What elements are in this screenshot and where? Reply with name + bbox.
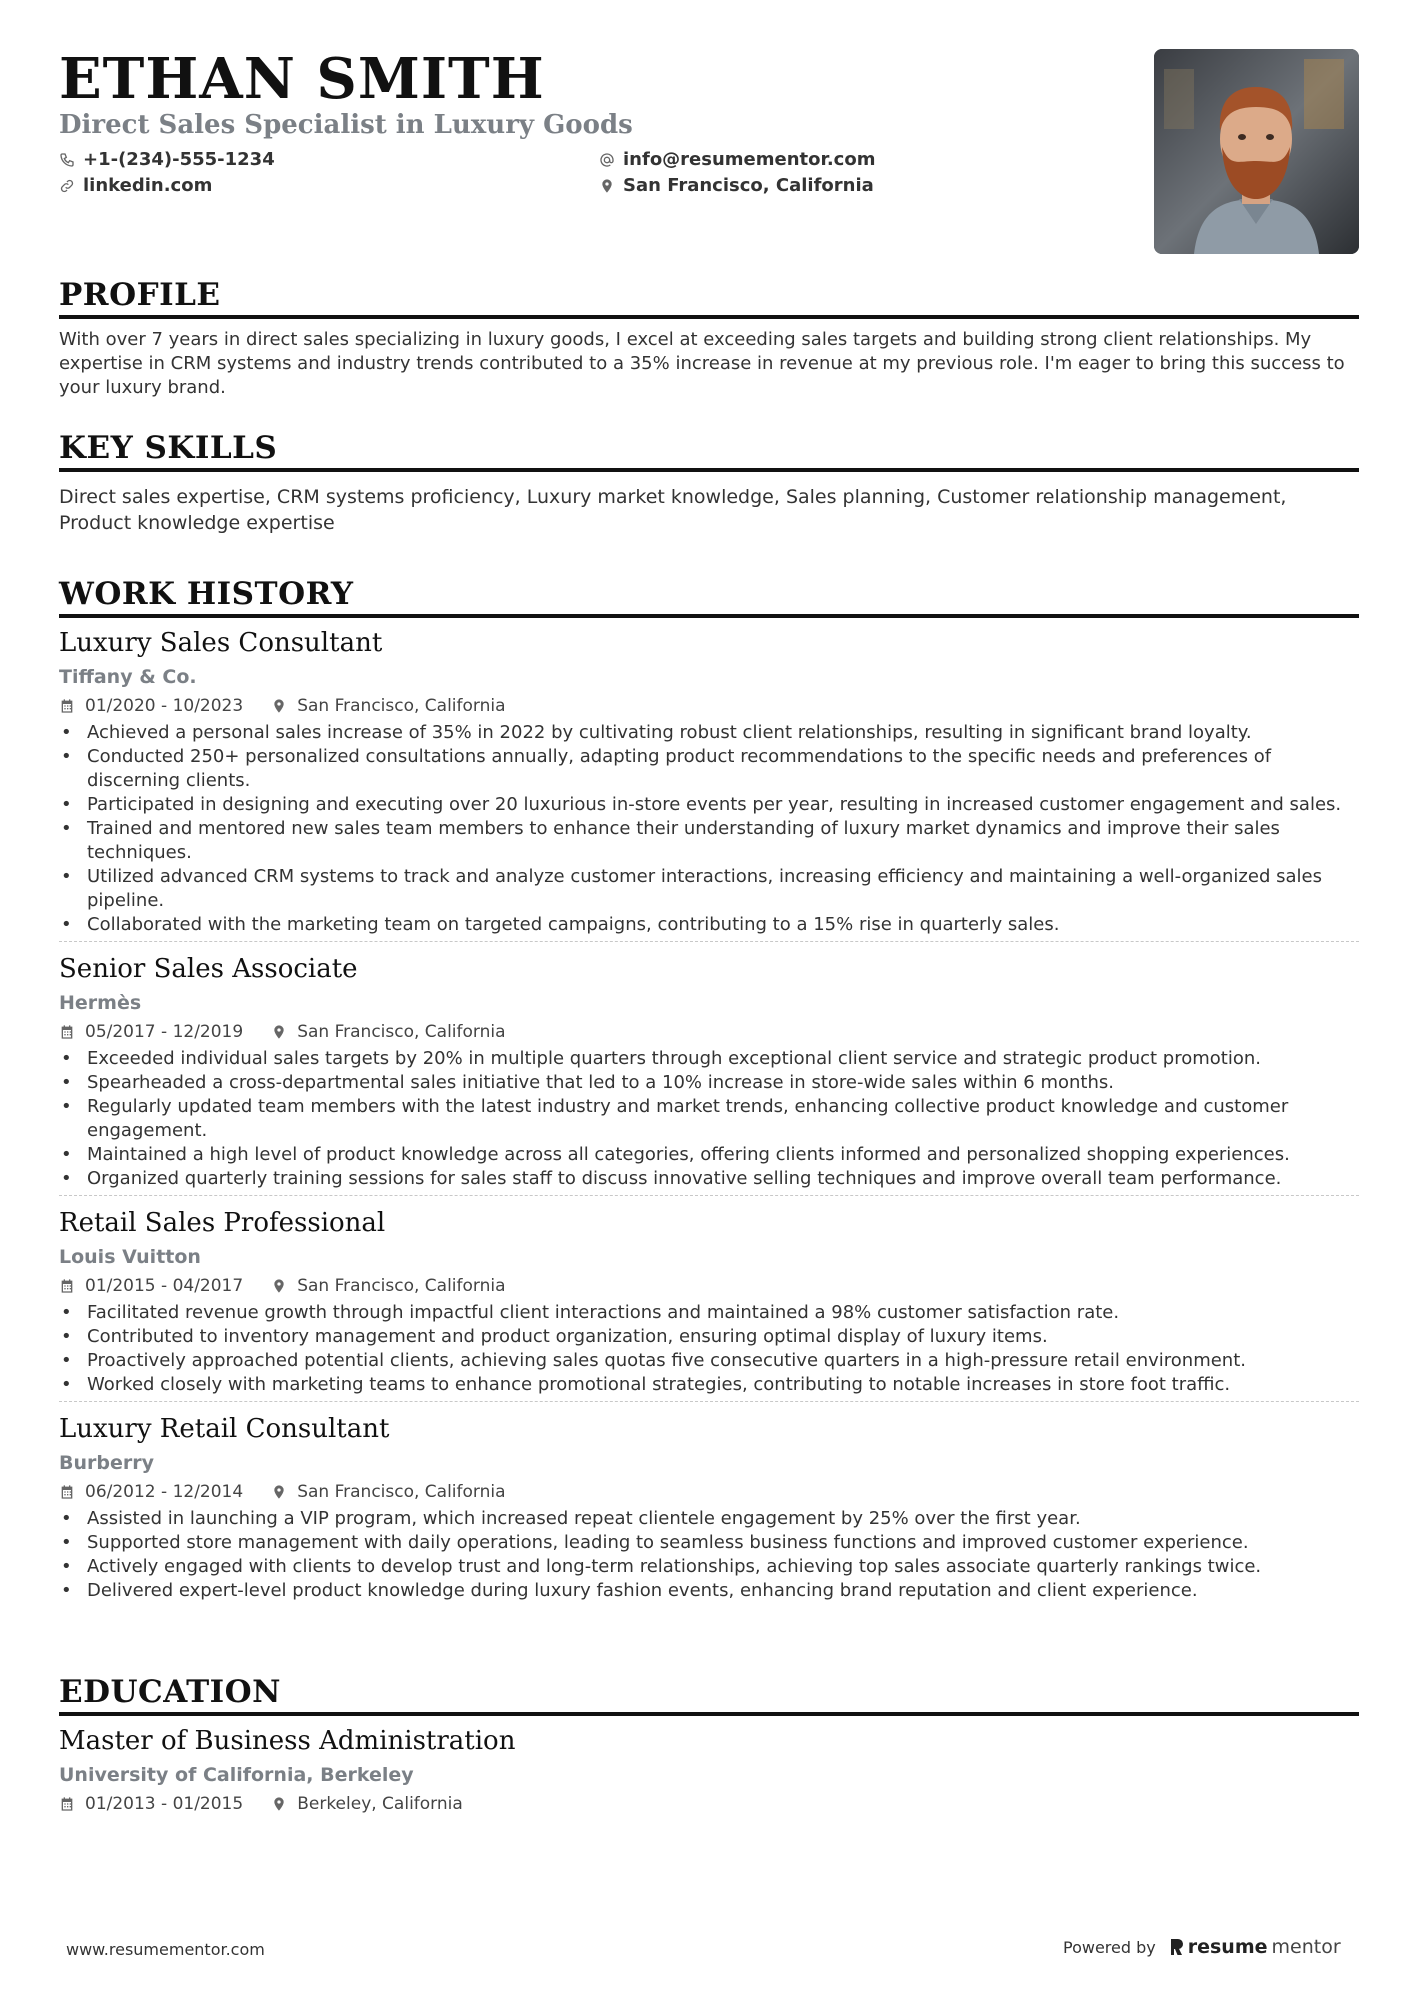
calendar-icon [59,1796,75,1812]
resumementor-logo[interactable] [1168,1936,1341,1958]
job-entry [59,1401,1359,1607]
job-location: San Francisco, California [297,1276,506,1296]
job-title: Luxury Retail Consultant [59,1414,390,1444]
company-name: Louis Vuitton [59,1246,201,1268]
calendar-icon [59,698,75,714]
logo-text-bold: resume [1187,1936,1268,1958]
education-meta [59,1793,1359,1815]
location-pin-icon [599,178,615,194]
section-divider [59,614,1359,618]
candidate-name: ETHAN SMITH [59,46,545,112]
skills-heading: KEY SKILLS [59,430,278,466]
bullet-item: • Supported store management with daily operations, leading to seamless business functions and improved customer experience. [59,1531,1359,1555]
job-meta [59,1021,1359,1043]
job-location: San Francisco, California [297,696,506,716]
bullet-item: • Proactively approached potential clients, achieving sales quotas five consecutive quarters in a high-pressure retail environment. [59,1349,1359,1373]
job-dates: 01/2020 - 10/2023 [85,696,244,716]
company-name: Hermès [59,992,142,1014]
logo-text-light: mentor [1271,1936,1341,1958]
education-section [59,1674,1359,1815]
footer-website-link[interactable]: www.resumementor.com [66,1940,265,1959]
contact-phone[interactable] [59,149,275,170]
contact-email[interactable] [599,149,875,170]
at-icon [599,152,615,168]
education-dates: 01/2013 - 01/2015 [85,1794,244,1814]
section-divider [59,468,1359,472]
contact-location [599,175,874,196]
location-pin-icon [271,1024,287,1040]
calendar-icon [59,1278,75,1294]
bullet-item: • Worked closely with marketing teams to enhance promotional strategies, contributing to notable increases in store foot traffic. [59,1373,1359,1397]
powered-by-text: Powered by [1063,1937,1156,1957]
job-entry [59,626,1359,941]
job-meta [59,1275,1359,1297]
bullet-item: • Achieved a personal sales increase of 35% in 2022 by cultivating robust client relationships, resulting in significant brand loyalty. [59,721,1359,745]
job-title: Luxury Sales Consultant [59,628,383,658]
job-location: San Francisco, California [297,1482,506,1502]
candidate-role: Direct Sales Specialist in Luxury Goods [59,110,633,140]
job-bullets [59,721,1359,937]
education-location: Berkeley, California [297,1794,463,1814]
job-dates: 05/2017 - 12/2019 [85,1022,244,1042]
company-name: Burberry [59,1452,154,1474]
education-heading: EDUCATION [59,1674,281,1710]
bullet-item: • Contributed to inventory management and product organization, ensuring optimal display of luxury items. [59,1325,1359,1349]
link-icon [59,178,75,194]
job-dates: 06/2012 - 12/2014 [85,1482,244,1502]
bullet-item: • Participated in designing and executing over 20 luxurious in-store events per year, resulting in increased customer engagement and sales. [59,793,1359,817]
phone-icon [59,152,75,168]
location-pin-icon [271,1278,287,1294]
degree-title: Master of Business Administration [59,1726,516,1756]
linkedin-text: linkedin.com [83,175,213,196]
profile-photo [1154,49,1359,254]
location-pin-icon [271,1796,287,1812]
bullet-item: • Assisted in launching a VIP program, which increased repeat clientele engagement by 25% over the first year. [59,1507,1359,1531]
location-pin-icon [271,698,287,714]
job-bullets [59,1301,1359,1397]
bullet-item: • Utilized advanced CRM systems to track and analyze customer interactions, increasing efficiency and maintaining a well-organized sales pipeline. [59,865,1359,913]
logo-mark-icon [1168,1937,1184,1957]
portrait-image [1154,49,1359,254]
calendar-icon [59,1024,75,1040]
calendar-icon [59,1484,75,1500]
profile-heading: PROFILE [59,277,221,313]
job-bullets [59,1047,1359,1191]
job-dates: 01/2015 - 04/2017 [85,1276,244,1296]
bullet-item: • Facilitated revenue growth through impactful client interactions and maintained a 98% customer satisfaction rate. [59,1301,1359,1325]
job-location: San Francisco, California [297,1022,506,1042]
contact-linkedin[interactable] [59,175,212,196]
school-name: University of California, Berkeley [59,1764,414,1786]
job-meta [59,1481,1359,1503]
section-divider [59,315,1359,319]
resume-header [59,0,1359,260]
job-title: Retail Sales Professional [59,1208,386,1238]
bullet-item: • Maintained a high level of product knowledge across all categories, offering clients informed and personalized shopping experiences. [59,1143,1359,1167]
job-title: Senior Sales Associate [59,954,358,984]
skills-text: Direct sales expertise, CRM systems proficiency, Luxury market knowledge, Sales planning, Customer relationship management, Product knowledge expertise [59,486,1287,534]
bullet-item: • Conducted 250+ personalized consultations annually, adapting product recommendations to the specific needs and preferences of discerning clients. [59,745,1359,793]
job-bullets [59,1507,1359,1603]
company-name: Tiffany & Co. [59,666,197,688]
resume-page [59,0,1359,1814]
job-entry [59,1195,1359,1401]
job-meta [59,695,1359,717]
profile-text: With over 7 years in direct sales specializing in luxury goods, I excel at exceeding sales targets and building strong client relationships. My expertise in CRM systems and industry trends contributed to a 35% increase in revenue at my previous role. I'm eager to bring this success to your luxury brand. [59,329,1345,398]
bullet-item: • Spearheaded a cross-departmental sales initiative that led to a 10% increase in store-wide sales within 6 months. [59,1071,1359,1095]
bullet-item: • Collaborated with the marketing team on targeted campaigns, contributing to a 15% rise in quarterly sales. [59,913,1359,937]
bullet-item: • Regularly updated team members with the latest industry and market trends, enhancing collective product knowledge and customer engagement. [59,1095,1359,1143]
location-text: San Francisco, California [623,175,874,196]
profile-section [59,277,1359,400]
phone-text: +1-(234)-555-1234 [83,149,275,170]
bullet-item: • Exceeded individual sales targets by 20% in multiple quarters through exceptional client service and strategic product promotion. [59,1047,1359,1071]
section-divider [59,1712,1359,1716]
bullet-item: • Trained and mentored new sales team members to enhance their understanding of luxury market dynamics and improve their sales techniques. [59,817,1359,865]
location-pin-icon [271,1484,287,1500]
bullet-item: • Delivered expert-level product knowledge during luxury fashion events, enhancing brand reputation and client experience. [59,1579,1359,1603]
bullet-item: • Organized quarterly training sessions for sales staff to discuss innovative selling techniques and improve overall team performance. [59,1167,1359,1191]
email-text: info@resumementor.com [623,149,876,170]
bullet-item: • Actively engaged with clients to develop trust and long-term relationships, achieving top sales associate quarterly rankings twice. [59,1555,1359,1579]
work-history-section [59,576,1359,1607]
skills-section [59,430,1359,536]
job-entry [59,941,1359,1195]
work-history-heading: WORK HISTORY [59,576,354,612]
footer-powered-by [1063,1936,1341,1958]
